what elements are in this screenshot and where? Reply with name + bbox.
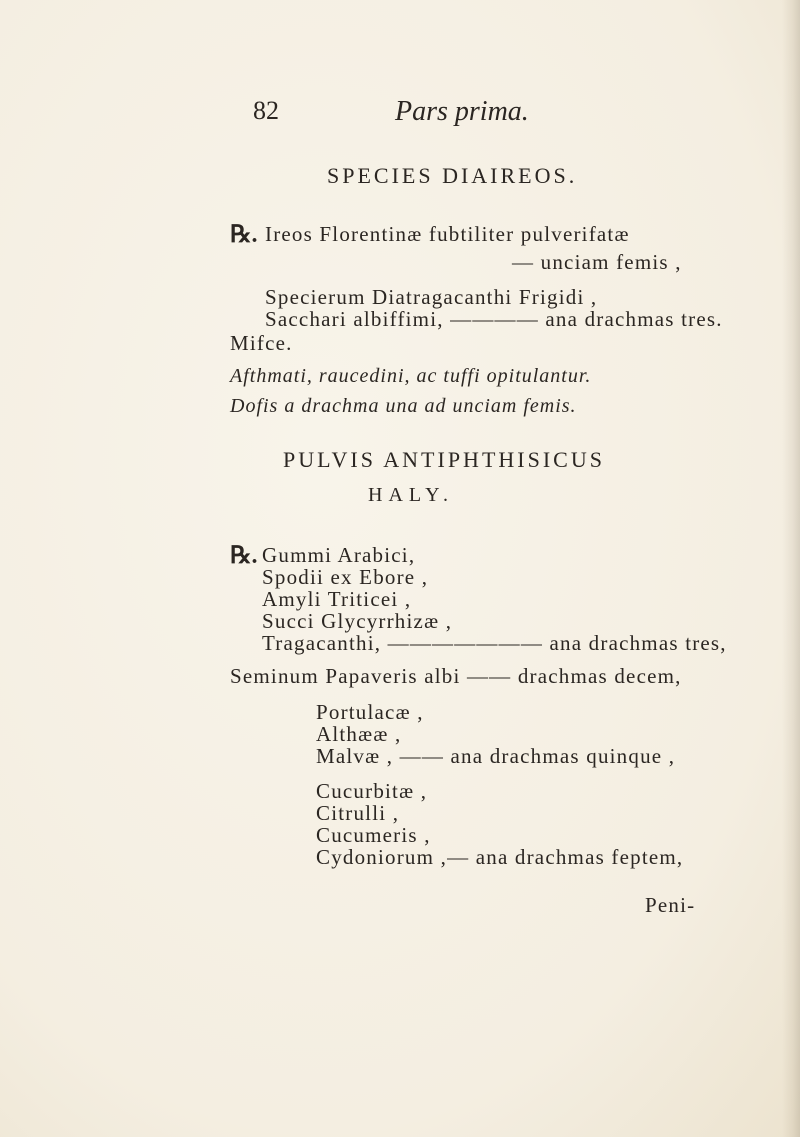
dose-line: Dofis a drachma una ad unciam femis. xyxy=(230,395,577,417)
ingredient-line: Gummi Arabici, xyxy=(262,543,416,567)
ingredient-line: Cucurbitæ , xyxy=(316,779,428,803)
ingredient-line: Amyli Triticei , xyxy=(262,587,412,611)
section-title-species-diaireos: SPECIES DIAIREOS. xyxy=(327,163,578,188)
ingredient-line: Portulacæ , xyxy=(316,700,424,724)
ingredient-line: Cydoniorum ,— ana drachmas feptem, xyxy=(316,845,684,869)
ingredient-line: Spodii ex Ebore , xyxy=(262,565,429,589)
section-author: HALY. xyxy=(368,484,454,506)
page-edge-shadow xyxy=(782,0,800,1137)
ingredient-line: Specierum Diatragacanthi Frigidi , xyxy=(265,285,598,309)
ingredient-line: Tragacanthi, ——————— ana drachmas tres, xyxy=(262,631,727,655)
ingredient-line: Malvæ , —— ana drachmas quinque , xyxy=(316,744,676,768)
ingredient-line: Althææ , xyxy=(316,722,402,746)
ingredient-quantity: — unciam femis , xyxy=(512,250,682,274)
ingredient-line: Seminum Papaveris albi —— drachmas decem, xyxy=(230,664,682,688)
recipe-symbol: ℞. xyxy=(230,222,258,248)
usage-line: Afthmati, raucedini, ac tuffi opitulantur. xyxy=(230,365,592,387)
running-title: Pars prima. xyxy=(395,96,529,127)
ingredient-line: Succi Glycyrrhizæ , xyxy=(262,609,453,633)
page-number: 82 xyxy=(253,96,279,125)
ingredient-line: Citrulli , xyxy=(316,801,400,825)
ingredient-line: Sacchari albiffimi, ———— ana drachmas tres. xyxy=(265,307,723,331)
ingredient-line: Cucumeris , xyxy=(316,823,431,847)
ingredient-line: Ireos Florentinæ fubtiliter pulverifatæ xyxy=(265,222,630,246)
recipe-symbol: ℞. xyxy=(230,543,258,569)
catchword: Peni- xyxy=(645,893,696,917)
instruction-line: Mifce. xyxy=(230,331,293,355)
section-title-pulvis-antiphthisicus: PULVIS ANTIPHTHISICUS xyxy=(283,447,605,472)
